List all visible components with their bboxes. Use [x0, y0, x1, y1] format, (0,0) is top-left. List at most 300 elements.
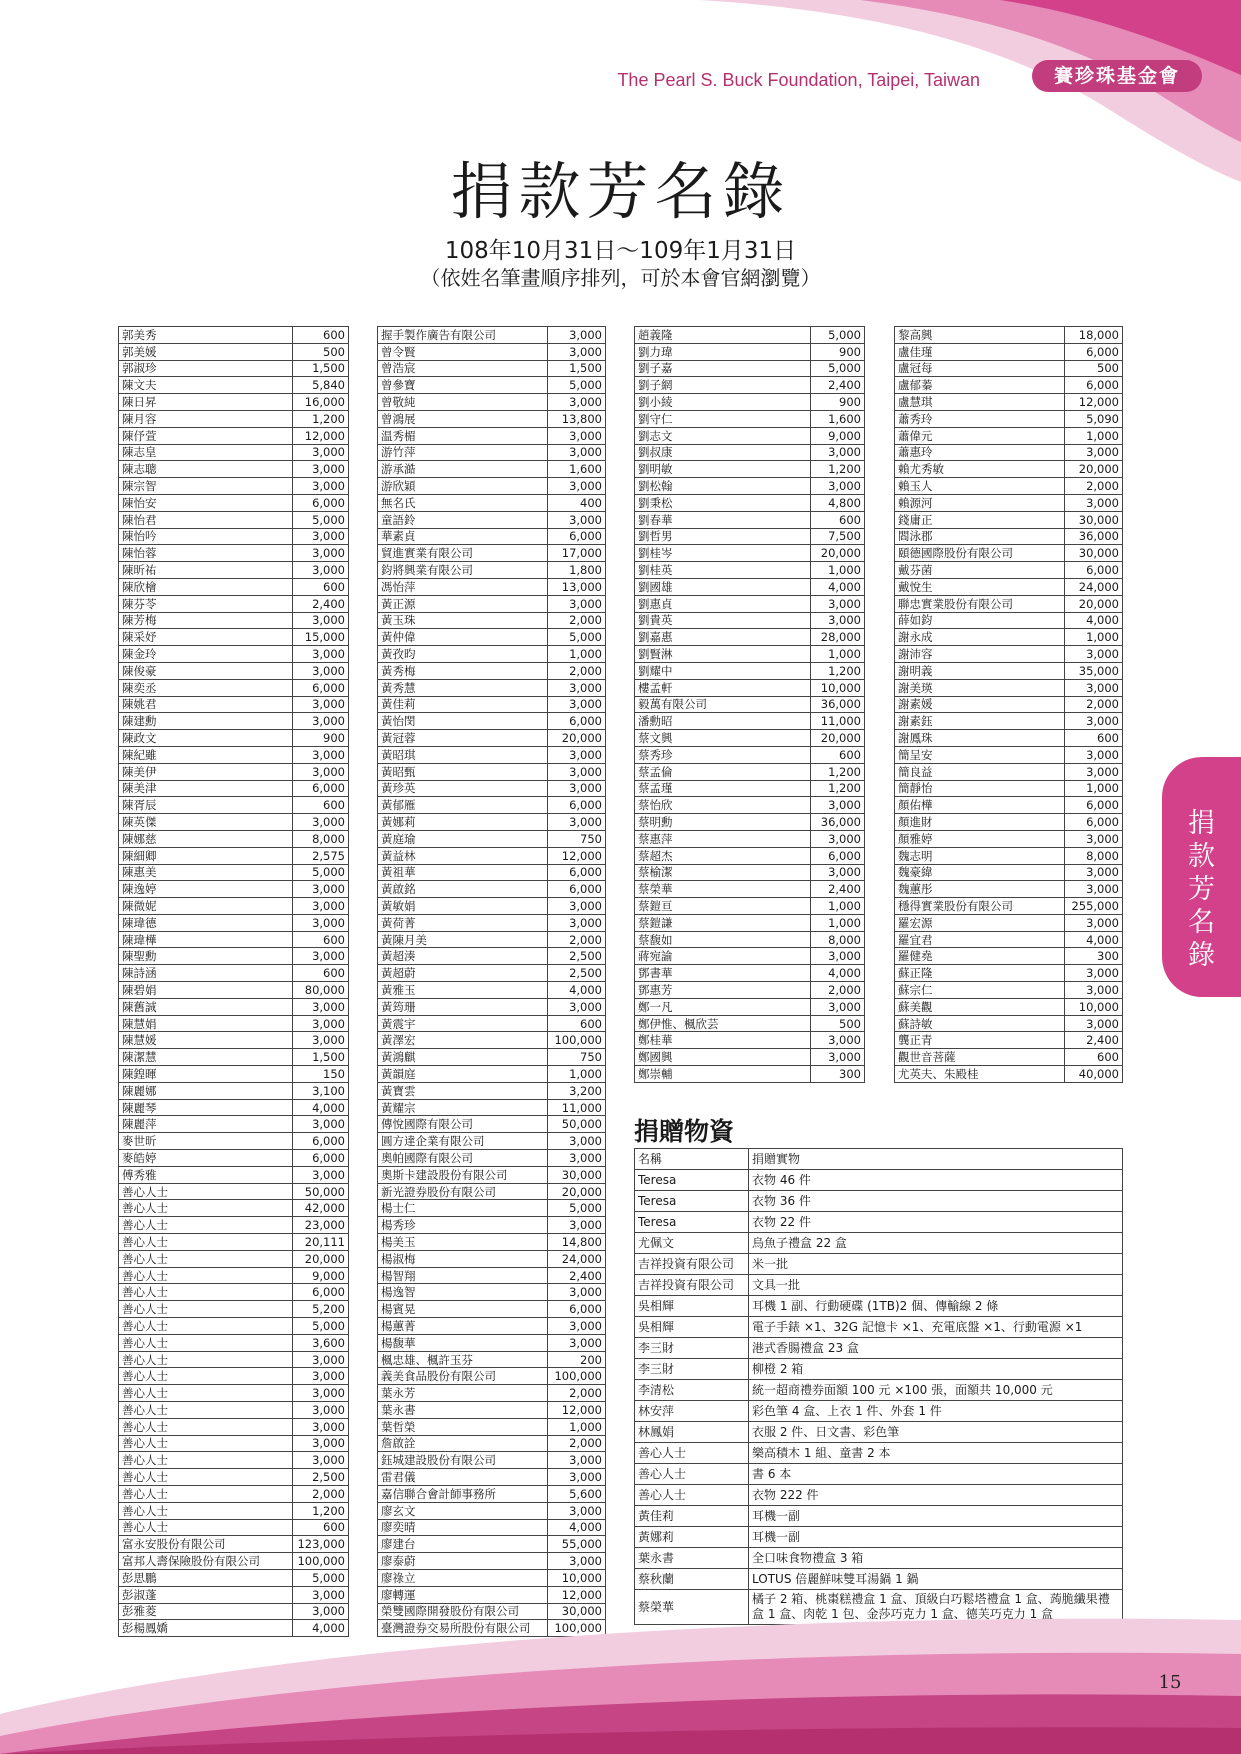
donation-amount: 3,000 — [293, 914, 349, 931]
donor-row — [378, 629, 606, 646]
donor-row — [635, 394, 865, 411]
period-range: 108年10月31日～109年1月31日 — [444, 238, 797, 264]
donation-amount: 3,000 — [811, 998, 865, 1015]
material-donor-name: 李清松 — [635, 1380, 749, 1401]
donor-name: 善心人士 — [119, 1452, 293, 1469]
donor-name: 簡呈安 — [895, 746, 1065, 763]
donor-row — [119, 1536, 349, 1553]
donor-row — [119, 730, 349, 747]
donation-amount: 3,000 — [293, 545, 349, 562]
donor-name: 善心人士 — [119, 1234, 293, 1251]
donor-name: 善心人士 — [119, 1469, 293, 1486]
donor-row — [378, 494, 606, 511]
donor-row — [895, 730, 1123, 747]
donor-name: 劉叔康 — [635, 444, 811, 461]
donation-amount: 3,600 — [293, 1334, 349, 1351]
donor-name: 黃韻庭 — [378, 1066, 548, 1083]
donor-name: 黃益林 — [378, 847, 548, 864]
donor-row — [378, 1385, 606, 1402]
donor-row — [895, 494, 1123, 511]
donor-row — [119, 864, 349, 881]
donor-name: 童語鈴 — [378, 511, 548, 528]
donor-row — [119, 679, 349, 696]
donor-name: 黃冠蓉 — [378, 730, 548, 747]
materials-header-cell: 名稱 — [635, 1149, 749, 1170]
donation-amount: 150 — [293, 1066, 349, 1083]
donation-amount: 3,000 — [293, 612, 349, 629]
material-donor-name: 葉永書 — [635, 1548, 749, 1569]
materials-row — [635, 1485, 1123, 1506]
donor-name: 陳麗娜 — [119, 1082, 293, 1099]
donor-name: 劉嘉惠 — [635, 629, 811, 646]
donor-name: 蔡鎧謙 — [635, 914, 811, 931]
donation-amount: 2,000 — [1065, 696, 1123, 713]
donor-name: 楓忠雄、楓許玉芬 — [378, 1351, 548, 1368]
donation-amount: 6,000 — [548, 1301, 606, 1318]
donation-amount: 6,000 — [293, 1284, 349, 1301]
donor-name: 黃超蔚 — [378, 965, 548, 982]
donor-row — [119, 847, 349, 864]
donor-row — [119, 528, 349, 545]
donor-row — [378, 343, 606, 360]
donor-name: 尤英夫、朱殿桂 — [895, 1066, 1065, 1083]
donor-name: 廖泰蔚 — [378, 1553, 548, 1570]
donor-name: 黃昭甄 — [378, 763, 548, 780]
donor-name: 蕭偉元 — [895, 427, 1065, 444]
materials-row — [635, 1380, 1123, 1401]
donor-name: 劉子嘉 — [635, 360, 811, 377]
donation-amount: 3,000 — [293, 1402, 349, 1419]
donation-amount: 3,000 — [293, 1435, 349, 1452]
donor-name: 游竹萍 — [378, 444, 548, 461]
materials-row — [635, 1170, 1123, 1191]
donor-name: 陳日昇 — [119, 394, 293, 411]
donor-name: 黎高興 — [895, 327, 1065, 344]
donor-row — [895, 461, 1123, 478]
donor-row — [378, 511, 606, 528]
donor-row — [119, 1318, 349, 1335]
donation-amount: 900 — [293, 730, 349, 747]
donation-amount: 50,000 — [548, 1116, 606, 1133]
donor-name: 葉永書 — [378, 1402, 548, 1419]
donation-amount: 20,000 — [1065, 595, 1123, 612]
donor-name: 謝沛容 — [895, 646, 1065, 663]
donation-amount: 3,000 — [548, 1284, 606, 1301]
donor-row — [635, 360, 865, 377]
materials-row — [635, 1338, 1123, 1359]
donation-amount: 100,000 — [548, 1620, 606, 1637]
donor-row — [119, 662, 349, 679]
donation-amount: 40,000 — [1065, 1066, 1123, 1083]
donor-row — [119, 1082, 349, 1099]
donor-row — [635, 595, 865, 612]
donor-row — [119, 410, 349, 427]
donation-amount: 5,600 — [548, 1485, 606, 1502]
donor-name: 蔡孟瑾 — [635, 780, 811, 797]
donation-amount: 3,000 — [293, 763, 349, 780]
donor-name: 謝鳳珠 — [895, 730, 1065, 747]
donor-row — [119, 1351, 349, 1368]
donation-amount: 3,000 — [1065, 914, 1123, 931]
donor-name: 蔡超杰 — [635, 847, 811, 864]
donor-name: 賴源河 — [895, 494, 1065, 511]
donor-row — [895, 898, 1123, 915]
donor-name: 陳慧媛 — [119, 1032, 293, 1049]
donor-name: 陳芬苓 — [119, 595, 293, 612]
donor-name: 馮怡萍 — [378, 578, 548, 595]
donation-amount: 20,000 — [293, 1250, 349, 1267]
donor-row — [119, 394, 349, 411]
donor-name: 曾鴻展 — [378, 410, 548, 427]
donor-row — [119, 1284, 349, 1301]
donation-amount: 600 — [293, 1519, 349, 1536]
donor-name: 簡靜怡 — [895, 780, 1065, 797]
material-item: 文具一批 — [749, 1275, 1123, 1296]
donor-row — [895, 1015, 1123, 1032]
donor-row — [119, 763, 349, 780]
donor-name: 鄭伊惟、楓欣芸 — [635, 1015, 811, 1032]
materials-row — [635, 1317, 1123, 1338]
donation-amount: 3,200 — [548, 1082, 606, 1099]
donor-row — [635, 444, 865, 461]
donor-row — [378, 746, 606, 763]
material-item: 耳機 1 副、行動硬碟 (1TB)2 個、傳輸線 2 條 — [749, 1296, 1123, 1317]
donor-row — [895, 780, 1123, 797]
materials-row — [635, 1212, 1123, 1233]
donation-amount: 12,000 — [293, 427, 349, 444]
donation-amount: 5,090 — [1065, 410, 1123, 427]
donation-amount: 10,000 — [1065, 998, 1123, 1015]
donation-amount: 6,000 — [811, 847, 865, 864]
donor-row — [378, 1318, 606, 1335]
donor-row — [635, 730, 865, 747]
donor-row — [895, 1032, 1123, 1049]
donor-name: 鄭崇輔 — [635, 1066, 811, 1083]
donor-row — [119, 1485, 349, 1502]
donation-amount: 3,000 — [811, 478, 865, 495]
donor-row — [119, 1385, 349, 1402]
donor-name: 陳采妤 — [119, 629, 293, 646]
donor-row — [378, 562, 606, 579]
material-donor-name: 善心人士 — [635, 1464, 749, 1485]
donor-row — [119, 1452, 349, 1469]
material-donor-name: 善心人士 — [635, 1485, 749, 1506]
donation-amount: 3,000 — [548, 343, 606, 360]
donor-row — [895, 1066, 1123, 1083]
donor-name: 黃珍英 — [378, 780, 548, 797]
donor-row — [119, 1166, 349, 1183]
donation-amount: 3,000 — [548, 1502, 606, 1519]
donor-name: 羅宏源 — [895, 914, 1065, 931]
donor-row — [378, 1183, 606, 1200]
donor-row — [895, 881, 1123, 898]
donor-row — [119, 327, 349, 344]
donor-name: 黃陳月美 — [378, 931, 548, 948]
donor-row — [635, 696, 865, 713]
donor-row — [635, 629, 865, 646]
donor-row — [895, 612, 1123, 629]
donation-amount: 3,000 — [548, 444, 606, 461]
donor-row — [895, 646, 1123, 663]
donor-name: 黃澤宏 — [378, 1032, 548, 1049]
donor-name: 嘉信聯合會計師事務所 — [378, 1485, 548, 1502]
donor-row — [635, 948, 865, 965]
donation-amount: 2,000 — [548, 1435, 606, 1452]
donor-row — [119, 1133, 349, 1150]
donor-name: 劉惠貞 — [635, 595, 811, 612]
donor-name: 蔣宛諭 — [635, 948, 811, 965]
donor-name: 圓方達企業有限公司 — [378, 1133, 548, 1150]
donor-name: 盧慧琪 — [895, 394, 1065, 411]
donor-row — [635, 562, 865, 579]
donor-name: 黃庭瑜 — [378, 830, 548, 847]
donation-amount: 8,000 — [1065, 847, 1123, 864]
material-donor-name: 林鳳娟 — [635, 1422, 749, 1443]
donation-amount: 3,000 — [1065, 679, 1123, 696]
materials-row — [635, 1191, 1123, 1212]
donor-row — [895, 998, 1123, 1015]
donor-row — [378, 1234, 606, 1251]
side-section-tab — [1162, 757, 1241, 997]
donor-name: 羅健堯 — [895, 948, 1065, 965]
donor-name: 黃怡閔 — [378, 713, 548, 730]
materials-row — [635, 1401, 1123, 1422]
donation-amount: 1,000 — [548, 1066, 606, 1083]
donation-amount: 16,000 — [293, 394, 349, 411]
materials-row — [635, 1506, 1123, 1527]
donor-row — [119, 914, 349, 931]
donation-amount: 3,000 — [811, 612, 865, 629]
donation-amount: 1,200 — [293, 410, 349, 427]
donor-name: 楊士仁 — [378, 1200, 548, 1217]
donation-amount: 3,000 — [548, 998, 606, 1015]
donor-name: 陳志皇 — [119, 444, 293, 461]
donor-name: 善心人士 — [119, 1502, 293, 1519]
donor-row — [635, 898, 865, 915]
donor-row — [635, 494, 865, 511]
donation-amount: 80,000 — [293, 982, 349, 999]
donor-row — [635, 327, 865, 344]
material-item: 統一超商禮券面額 100 元 ×100 張，面額共 10,000 元 — [749, 1380, 1123, 1401]
donor-name: 善心人士 — [119, 1351, 293, 1368]
donation-amount: 5,000 — [811, 360, 865, 377]
donor-row — [119, 578, 349, 595]
donor-row — [378, 1334, 606, 1351]
donor-row — [378, 1536, 606, 1553]
donor-name: 陳怡吟 — [119, 528, 293, 545]
donation-amount: 5,000 — [293, 511, 349, 528]
donor-row — [378, 1099, 606, 1116]
donor-name: 劉子網 — [635, 377, 811, 394]
materials-header-cell: 捐贈實物 — [749, 1149, 1123, 1170]
donor-row — [895, 478, 1123, 495]
donor-name: 無名氏 — [378, 494, 548, 511]
donor-name: 陳麗萍 — [119, 1116, 293, 1133]
donation-amount: 6,000 — [548, 864, 606, 881]
donor-name: 劉耀中 — [635, 662, 811, 679]
donor-name: 顏雅婷 — [895, 830, 1065, 847]
donor-row — [895, 696, 1123, 713]
donor-name: 劉哲男 — [635, 528, 811, 545]
donor-name: 葉永芳 — [378, 1385, 548, 1402]
donor-row — [119, 1032, 349, 1049]
donor-row — [119, 780, 349, 797]
donor-name: 黃啟銘 — [378, 881, 548, 898]
donation-amount: 11,000 — [811, 713, 865, 730]
donation-amount: 17,000 — [548, 545, 606, 562]
donor-row — [119, 562, 349, 579]
donation-amount: 50,000 — [293, 1183, 349, 1200]
donor-row — [635, 780, 865, 797]
donor-row — [378, 696, 606, 713]
donor-name: 陳舊誠 — [119, 998, 293, 1015]
donation-amount: 255,000 — [1065, 898, 1123, 915]
donor-name: 善心人士 — [119, 1435, 293, 1452]
donation-amount: 4,800 — [811, 494, 865, 511]
donor-row — [119, 1502, 349, 1519]
donor-name: 謝素鈺 — [895, 713, 1065, 730]
donor-name: 陳美津 — [119, 780, 293, 797]
donation-amount: 2,400 — [293, 595, 349, 612]
donation-amount: 2,000 — [548, 612, 606, 629]
donor-name: 陳紀雖 — [119, 746, 293, 763]
material-donor-name: 吉祥投資有限公司 — [635, 1254, 749, 1275]
donation-amount: 3,000 — [548, 1318, 606, 1335]
donation-amount: 30,000 — [1065, 545, 1123, 562]
donor-name: 奧斯卡建設股份有限公司 — [378, 1166, 548, 1183]
donation-amount: 3,000 — [293, 1385, 349, 1402]
donor-row — [378, 730, 606, 747]
donor-row — [635, 545, 865, 562]
donation-amount: 3,000 — [1065, 982, 1123, 999]
donor-name: 新光證券股份有限公司 — [378, 1183, 548, 1200]
donation-amount: 6,000 — [548, 797, 606, 814]
donor-row — [378, 444, 606, 461]
donor-row — [895, 830, 1123, 847]
donor-name: 陳瑋德 — [119, 914, 293, 931]
donation-amount: 4,000 — [293, 1099, 349, 1116]
donation-amount: 2,000 — [548, 1385, 606, 1402]
donation-amount: 3,000 — [1065, 881, 1123, 898]
donor-name: 楊智翔 — [378, 1267, 548, 1284]
donation-amount: 3,000 — [293, 478, 349, 495]
donor-row — [635, 612, 865, 629]
donation-amount: 3,000 — [1065, 864, 1123, 881]
donor-table-column-4 — [894, 326, 1123, 1083]
donor-name: 蘇宗仁 — [895, 982, 1065, 999]
donor-row — [119, 982, 349, 999]
donor-name: 錢庸正 — [895, 511, 1065, 528]
donor-row — [378, 1469, 606, 1486]
material-donor-name: Teresa — [635, 1191, 749, 1212]
donor-row — [895, 377, 1123, 394]
material-item: 烏魚子禮盒 22 盒 — [749, 1233, 1123, 1254]
donor-row — [119, 511, 349, 528]
donation-amount: 2,000 — [548, 931, 606, 948]
material-donor-name: 李三財 — [635, 1338, 749, 1359]
donor-name: 簡良益 — [895, 763, 1065, 780]
donor-row — [895, 528, 1123, 545]
material-item: 書 6 本 — [749, 1464, 1123, 1485]
donor-row — [119, 948, 349, 965]
donor-name: 郭美秀 — [119, 327, 293, 344]
donation-amount: 3,000 — [548, 1150, 606, 1167]
donation-amount: 3,000 — [548, 1452, 606, 1469]
donation-amount: 3,000 — [293, 814, 349, 831]
donor-name: 善心人士 — [119, 1250, 293, 1267]
donor-name: 黃孜昀 — [378, 646, 548, 663]
donor-row — [119, 343, 349, 360]
material-item: 衣服 2 件、日文書、彩色筆 — [749, 1422, 1123, 1443]
donor-name: 蔡文興 — [635, 730, 811, 747]
sort-note: （依姓名筆畫順序排列，可於本會官網瀏覽） — [420, 266, 821, 290]
donor-row — [895, 679, 1123, 696]
donor-row — [378, 713, 606, 730]
donor-name: 陳宗智 — [119, 478, 293, 495]
donation-amount: 4,000 — [1065, 931, 1123, 948]
donation-amount: 3,000 — [811, 595, 865, 612]
donor-row — [635, 746, 865, 763]
donor-name: 趙義隆 — [635, 327, 811, 344]
donor-name: 黃娜莉 — [378, 814, 548, 831]
donor-name: 陳惠美 — [119, 864, 293, 881]
donation-amount: 3,000 — [548, 511, 606, 528]
donor-row — [895, 931, 1123, 948]
donor-name: 鄧書華 — [635, 965, 811, 982]
donor-name: 蔡惠萍 — [635, 830, 811, 847]
donation-amount: 500 — [811, 1015, 865, 1032]
donor-name: 黃秀慧 — [378, 679, 548, 696]
donor-row — [119, 830, 349, 847]
donor-name: 盧冠每 — [895, 360, 1065, 377]
donor-row — [635, 578, 865, 595]
donor-name: 善心人士 — [119, 1318, 293, 1335]
donation-amount: 13,000 — [548, 578, 606, 595]
donation-amount: 3,000 — [811, 1049, 865, 1066]
donor-name: 陳芳梅 — [119, 612, 293, 629]
material-donor-name: 林安萍 — [635, 1401, 749, 1422]
footer-wave-decoration — [0, 1606, 1241, 1754]
side-tab-label: 捐 款 芳 名 錄 — [1188, 808, 1215, 971]
donor-row — [895, 511, 1123, 528]
donor-row — [378, 1402, 606, 1419]
donation-amount: 4,000 — [811, 965, 865, 982]
donation-amount: 300 — [1065, 948, 1123, 965]
donor-name: 詹啟詮 — [378, 1435, 548, 1452]
donor-row — [119, 713, 349, 730]
donor-name: 陳文夫 — [119, 377, 293, 394]
donation-amount: 36,000 — [811, 814, 865, 831]
donor-name: 麥皓婷 — [119, 1150, 293, 1167]
donor-name: 蕭惠玲 — [895, 444, 1065, 461]
materials-row — [635, 1254, 1123, 1275]
donation-amount: 600 — [548, 1015, 606, 1032]
donor-name: 顏佑樺 — [895, 797, 1065, 814]
donor-name: 善心人士 — [119, 1418, 293, 1435]
donor-row — [119, 1553, 349, 1570]
donation-amount: 200 — [548, 1351, 606, 1368]
donor-row — [895, 343, 1123, 360]
donor-row — [378, 1166, 606, 1183]
donor-row — [119, 1569, 349, 1586]
donor-name: 曾敬純 — [378, 394, 548, 411]
material-item: 樂高積木 1 組、童書 2 本 — [749, 1443, 1123, 1464]
material-donor-name: 黃佳莉 — [635, 1506, 749, 1527]
donor-name: 黃震宇 — [378, 1015, 548, 1032]
donor-name: 楊美玉 — [378, 1234, 548, 1251]
donor-name: 黃郁雁 — [378, 797, 548, 814]
materials-row — [635, 1296, 1123, 1317]
